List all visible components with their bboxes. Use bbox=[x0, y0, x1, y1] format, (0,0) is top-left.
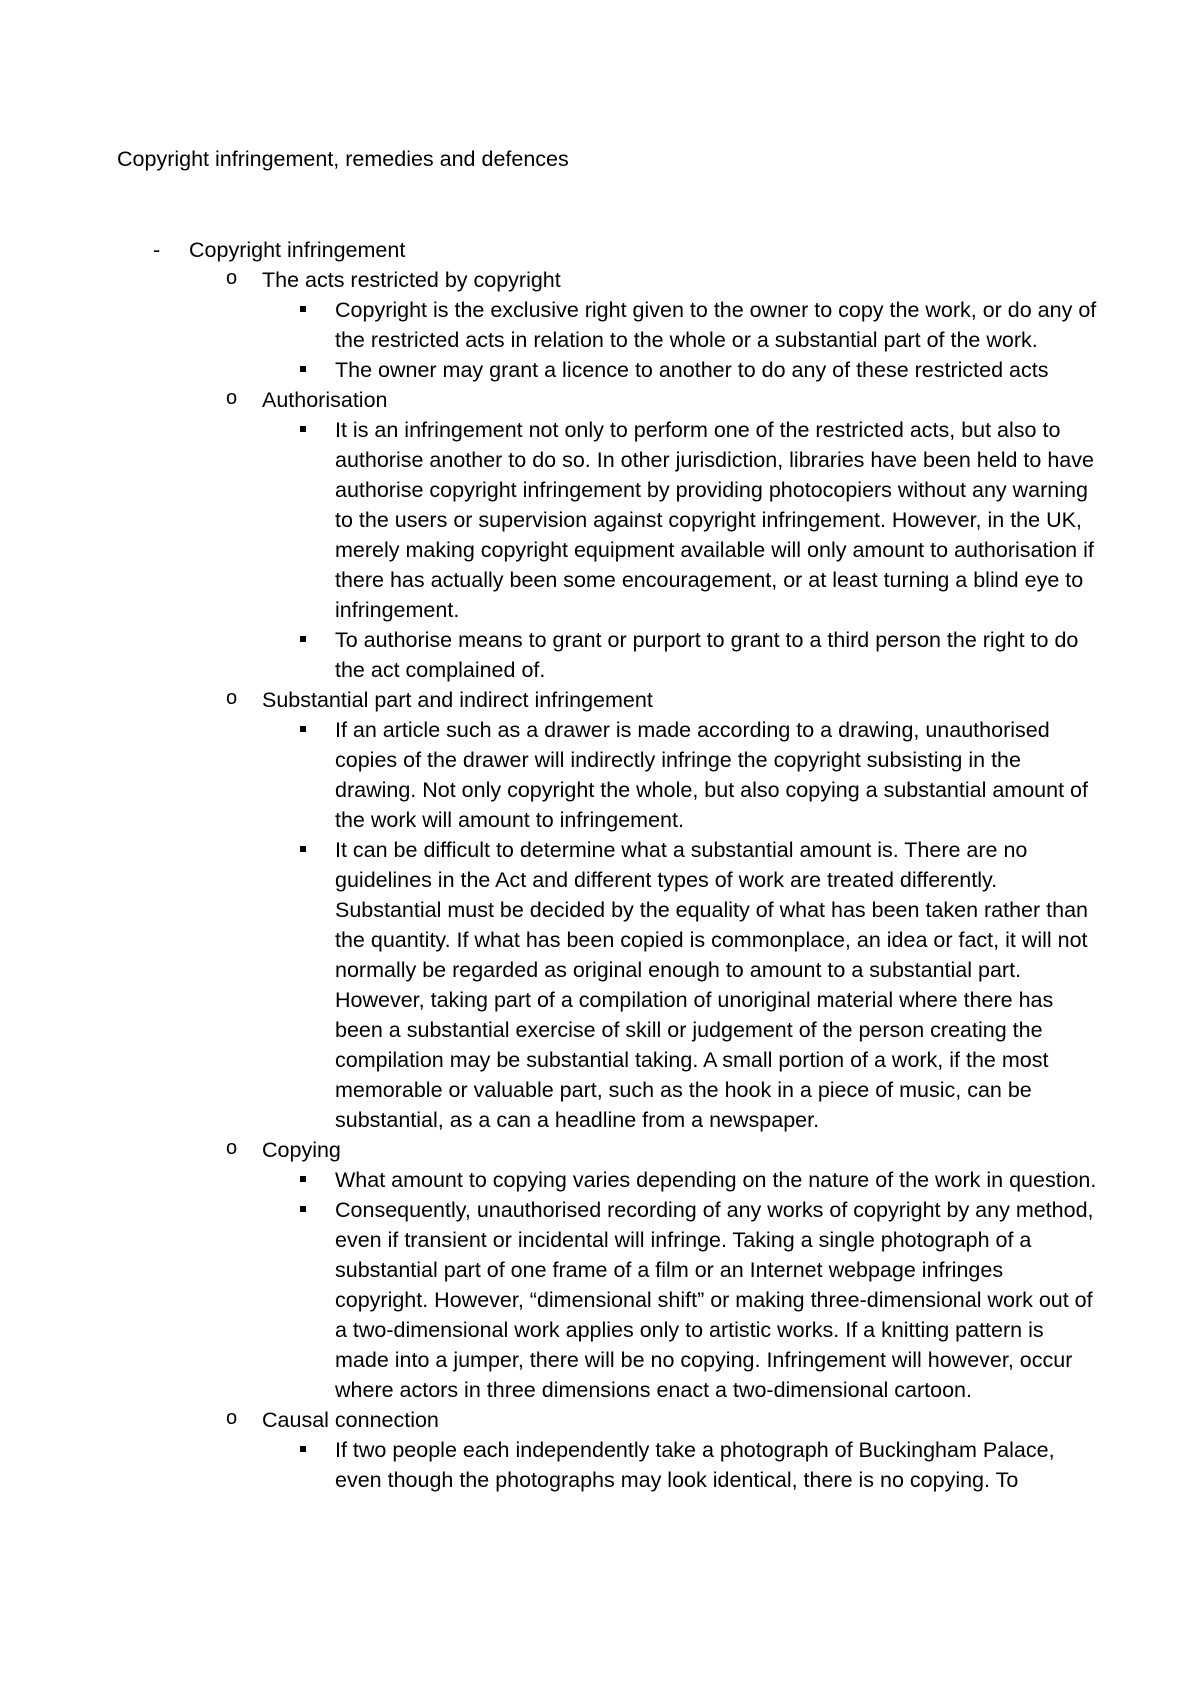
subsection-heading: Causal connection bbox=[262, 1408, 439, 1432]
circle-marker: o bbox=[226, 267, 238, 289]
document-outline bbox=[0, 235, 1200, 1495]
list-item bbox=[0, 295, 1200, 355]
square-bullet-icon bbox=[300, 726, 306, 732]
subsection-causal-connection bbox=[0, 1405, 1200, 1435]
square-bullet-icon bbox=[300, 366, 306, 372]
point-text: It is an infringement not only to perform one of the restricted acts, but also to authorise another to do so. In other jurisdiction, libraries have been held to have authorise copyright infringement by providing photocopiers without any warning to the users or supervision against copyright infringement. However, in the UK, merely making copyright equipment available will only amount to authorisation if there has actually been some encouragement, or at least turning a blind eye to infringement. bbox=[335, 418, 1094, 622]
subsection-heading: The acts restricted by copyright bbox=[262, 268, 561, 292]
point-text: To authorise means to grant or purport to grant to a third person the right to do the act complained of. bbox=[335, 628, 1079, 682]
list-item bbox=[0, 1435, 1200, 1495]
list-item bbox=[0, 715, 1200, 835]
list-item bbox=[0, 1165, 1200, 1195]
list-item bbox=[0, 415, 1200, 625]
point-text: If two people each independently take a photograph of Buckingham Palace, even though the photographs may look identical, there is no copying. To bbox=[335, 1438, 1055, 1492]
section-copyright-infringement bbox=[0, 235, 1200, 265]
subsection-copying bbox=[0, 1135, 1200, 1165]
list-item bbox=[0, 355, 1200, 385]
square-bullet-icon bbox=[300, 306, 306, 312]
point-text: Copyright is the exclusive right given to the owner to copy the work, or do any of the restricted acts in relation to the whole or a substantial part of the work. bbox=[335, 298, 1097, 352]
circle-marker: o bbox=[226, 687, 238, 709]
subsection-authorisation bbox=[0, 385, 1200, 415]
point-text: What amount to copying varies depending on the nature of the work in question. bbox=[335, 1168, 1097, 1192]
point-text: It can be difficult to determine what a substantial amount is. There are no guidelines in the Act and different types of work are treated differently. Substantial must be decided by the equality of what has been taken rather than the quantity. If what has been copied is commonplace, an idea or fact, it will not normally be regarded as original enough to amount to a substantial part. However, taking part of a compilation of unoriginal material where there has been a substantial exercise of skill or judgement of the person creating the compilation may be substantial taking. A small portion of a work, if the most memorable or valuable part, such as the hook in a piece of music, can be substantial, as a can a headline from a newspaper. bbox=[335, 838, 1088, 1132]
square-bullet-icon bbox=[300, 1206, 306, 1212]
list-item bbox=[0, 835, 1200, 1135]
section-heading: Copyright infringement bbox=[189, 238, 406, 262]
document-title: Copyright infringement, remedies and defences bbox=[117, 147, 569, 171]
circle-marker: o bbox=[226, 387, 238, 409]
list-item bbox=[0, 1195, 1200, 1405]
square-bullet-icon bbox=[300, 1446, 306, 1452]
circle-marker: o bbox=[226, 1407, 238, 1429]
subsection-heading: Substantial part and indirect infringement bbox=[262, 688, 653, 712]
level1-list bbox=[0, 235, 1200, 1495]
square-bullet-icon bbox=[300, 426, 306, 432]
subsection-substantial-part bbox=[0, 685, 1200, 715]
square-bullet-icon bbox=[300, 846, 306, 852]
dash-marker: - bbox=[153, 238, 161, 262]
point-text: Consequently, unauthorised recording of any works of copyright by any method, even if transient or incidental will infringe. Taking a single photograph of a substantial part of one frame of a film or an Internet webpage infringes copyright. However, “dimensional shift” or making three-dimensional work out of a two-dimensional work applies only to artistic works. If a knitting pattern is made into a jumper, there will be no copying. Infringement will however, occur where actors in three dimensions enact a two-dimensional cartoon. bbox=[335, 1198, 1094, 1402]
square-bullet-icon bbox=[300, 636, 306, 642]
point-text: The owner may grant a licence to another to do any of these restricted acts bbox=[335, 358, 1049, 382]
circle-marker: o bbox=[226, 1137, 238, 1159]
subsection-heading: Authorisation bbox=[262, 388, 388, 412]
list-item bbox=[0, 625, 1200, 685]
point-text: If an article such as a drawer is made according to a drawing, unauthorised copies of the drawer will indirectly infringe the copyright subsisting in the drawing. Not only copyright the whole, but also copying a substantial amount of the work will amount to infringement. bbox=[335, 718, 1088, 832]
square-bullet-icon bbox=[300, 1176, 306, 1182]
subsection-acts-restricted bbox=[0, 265, 1200, 295]
subsection-heading: Copying bbox=[262, 1138, 341, 1162]
